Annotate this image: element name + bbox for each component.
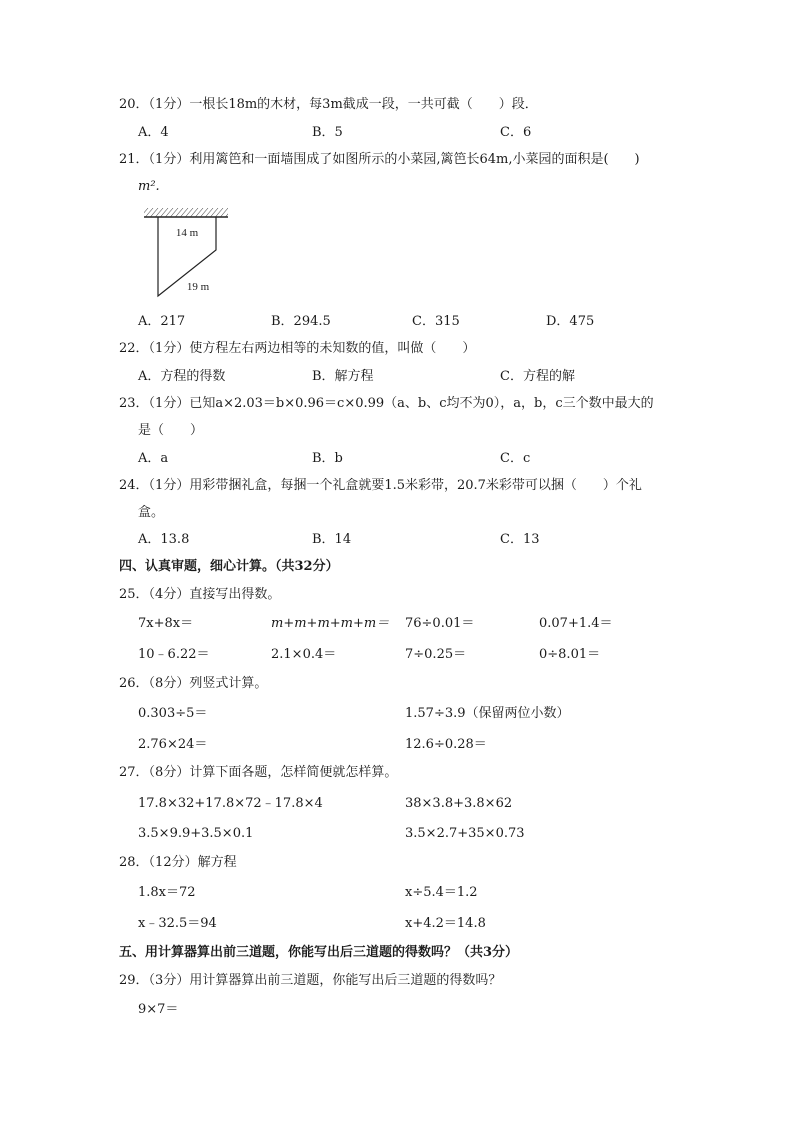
q21-option-c: C．315 (412, 314, 460, 329)
q26-stem: 26．（8分）列竖式计算。 (119, 676, 268, 691)
q22-option-a: A．方程的得数 (138, 369, 226, 384)
garden-figure (136, 204, 236, 304)
q27-item: 38×3.8+3.8×62 (405, 796, 513, 811)
q25-item: 7÷0.25＝ (405, 647, 467, 662)
q28-item: x+4.2＝14.8 (405, 916, 486, 931)
q23-option-a: A．a (138, 451, 169, 466)
q24-option-b: B．14 (312, 532, 352, 547)
q23-option-c: C．c (500, 451, 531, 466)
q21-option-d: D．475 (546, 314, 595, 329)
q24-stem-cont: 盒。 (138, 505, 165, 520)
q28-item: x﹣32.5＝94 (138, 916, 217, 931)
q27-stem: 27．（8分）计算下面各题，怎样简便就怎样算。 (119, 765, 398, 780)
q27-item: 3.5×2.7+35×0.73 (405, 826, 525, 841)
q24-stem: 24．（1分）用彩带捆礼盒，每捆一个礼盒就要1.5米彩带，20.7米彩带可以捆（ ）个礼 (119, 478, 642, 493)
q21-stem: 21．（1分）利用篱笆和一面墙围成了如图所示的小菜园,篱笆长64m,小菜园的面积是( ) (119, 152, 640, 167)
q20-option-a: A．4 (138, 125, 169, 140)
top-side-label: 14 m (175, 227, 199, 239)
q24-option-a: A．13.8 (138, 532, 190, 547)
wall-hatch (144, 208, 228, 217)
q27-item: 3.5×9.9+3.5×0.1 (138, 826, 254, 841)
q29-item: 9×7＝ (138, 1002, 179, 1017)
q21-stem-unit: m². (138, 179, 160, 194)
q26-item: 12.6÷0.28＝ (405, 737, 487, 752)
section-4-heading: 四、认真审题，细心计算。（共32分） (119, 559, 339, 574)
q26-item: 1.57÷3.9（保留两位小数） (405, 706, 570, 721)
q23-option-b: B．b (312, 451, 343, 466)
q24-option-c: C．13 (500, 532, 540, 547)
q20-stem: 20．（1分）一根长18m的木材，每3m截成一段，一共可截（ ）段． (119, 97, 538, 112)
q25-item: 0÷8.01＝ (539, 647, 601, 662)
q26-item: 0.303÷5＝ (138, 706, 208, 721)
q22-stem: 22．（1分）使方程左右两边相等的未知数的值，叫做（ ） (119, 341, 476, 356)
q28-item: x÷5.4＝1.2 (405, 885, 478, 900)
q25-item: 76÷0.01＝ (405, 616, 475, 631)
q22-option-b: B．解方程 (312, 369, 374, 384)
q25-item: 7x+8x＝ (138, 616, 194, 631)
section-5-heading: 五、用计算器算出前三道题，你能写出后三道题的得数吗？（共3分） (119, 945, 519, 960)
q25-item: 0.07+1.4＝ (539, 616, 613, 631)
q25-item: m+m+m+m+m＝ (271, 616, 390, 631)
q28-stem: 28．（12分）解方程 (119, 855, 237, 870)
q26-item: 2.76×24＝ (138, 737, 208, 752)
q25-stem: 25．（4分）直接写出得数。 (119, 587, 281, 602)
q20-option-b: B．5 (312, 125, 343, 140)
q23-stem: 23．（1分）已知a×2.03＝b×0.96＝c×0.99（a、b、c均不为0），a，b，c三个数中最大的 (119, 396, 654, 411)
q25-item: 10﹣6.22＝ (138, 647, 210, 662)
q22-option-c: C．方程的解 (500, 369, 575, 384)
q21-option-b: B．294.5 (271, 314, 331, 329)
q20-option-c: C．6 (500, 125, 532, 140)
q29-stem: 29．（3分）用计算器算出前三道题，你能写出后三道题的得数吗？ (119, 973, 502, 988)
slant-side-label: 19 m (186, 281, 210, 293)
q25-item: 2.1×0.4＝ (271, 647, 337, 662)
q28-item: 1.8x＝72 (138, 885, 196, 900)
q27-item: 17.8×32+17.8×72﹣17.8×4 (138, 796, 323, 811)
q21-option-a: A．217 (138, 314, 186, 329)
q23-stem-cont: 是（ ） (138, 423, 204, 438)
